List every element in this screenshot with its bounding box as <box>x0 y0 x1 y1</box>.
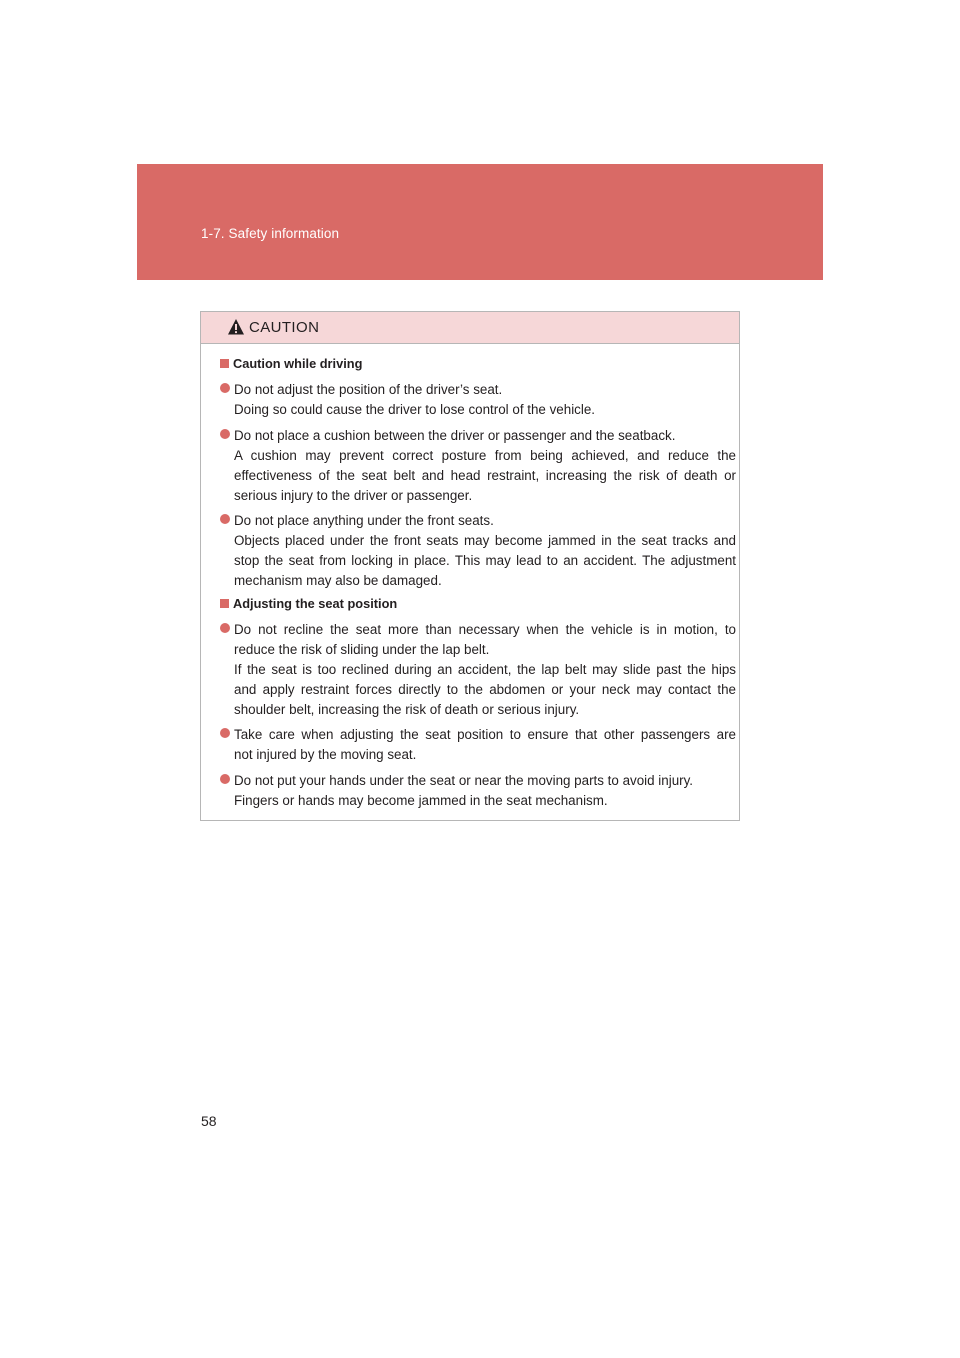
bullet-dot-icon <box>220 429 230 439</box>
square-bullet-icon <box>220 599 229 608</box>
item-line: Do not recline the seat more than necessary when the vehicle is in motion, to <box>234 622 736 637</box>
item-line: Objects placed under the front seats may become jammed in the seat tracks and <box>234 533 736 548</box>
item-line: shoulder belt, increasing the risk of death or serious injury. <box>234 702 580 717</box>
bullet-dot-icon <box>220 623 230 633</box>
item-line: reduce the risk of sliding under the lap belt. <box>234 642 490 657</box>
bullet-dot-icon <box>220 774 230 784</box>
bullet-dot-icon <box>220 514 230 524</box>
warning-triangle-icon <box>227 318 245 336</box>
header-band <box>137 164 823 280</box>
item-line: and apply restraint forces directly to the abdomen or your neck may contact the <box>234 682 736 697</box>
section-heading <box>220 596 397 611</box>
item-line: serious injury to the driver or passenger. <box>234 488 473 503</box>
item-line: mechanism may also be damaged. <box>234 573 442 588</box>
item-line: Do not place anything under the front seats. <box>234 513 494 528</box>
item-line: Do not put your hands under the seat or near the moving parts to avoid injury. <box>234 773 694 788</box>
item-line: not injured by the moving seat. <box>234 747 417 762</box>
item-line: Do not adjust the position of the driver’s seat. <box>234 382 503 397</box>
section-heading-text: Caution while driving <box>233 356 363 371</box>
item-line: Fingers or hands may become jammed in the seat mechanism. <box>234 793 608 808</box>
bullet-dot-icon <box>220 383 230 393</box>
square-bullet-icon <box>220 359 229 368</box>
item-line: Doing so could cause the driver to lose control of the vehicle. <box>234 402 596 417</box>
section-heading-text: Adjusting the seat position <box>233 596 398 611</box>
item-line: If the seat is too reclined during an accident, the lap belt may slide past the hips <box>234 662 736 677</box>
item-line: effectiveness of the seat belt and head restraint, increasing the risk of death or <box>234 468 736 483</box>
caution-box <box>200 311 740 821</box>
page-number: 58 <box>201 1113 217 1129</box>
bullet-dot-icon <box>220 728 230 738</box>
caution-header <box>201 312 739 344</box>
item-line: Do not place a cushion between the driver or passenger and the seatback. <box>234 428 676 443</box>
section-heading <box>220 356 362 371</box>
item-line: stop the seat from locking in place. This may lead to an accident. The adjustment <box>234 553 736 568</box>
item-line: A cushion may prevent correct posture from being achieved, and reduce the <box>234 448 736 463</box>
item-line: Take care when adjusting the seat position to ensure that other passengers are <box>234 727 736 742</box>
caution-title: CAUTION <box>249 319 320 336</box>
section-title: 1-7. Safety information <box>201 226 340 241</box>
